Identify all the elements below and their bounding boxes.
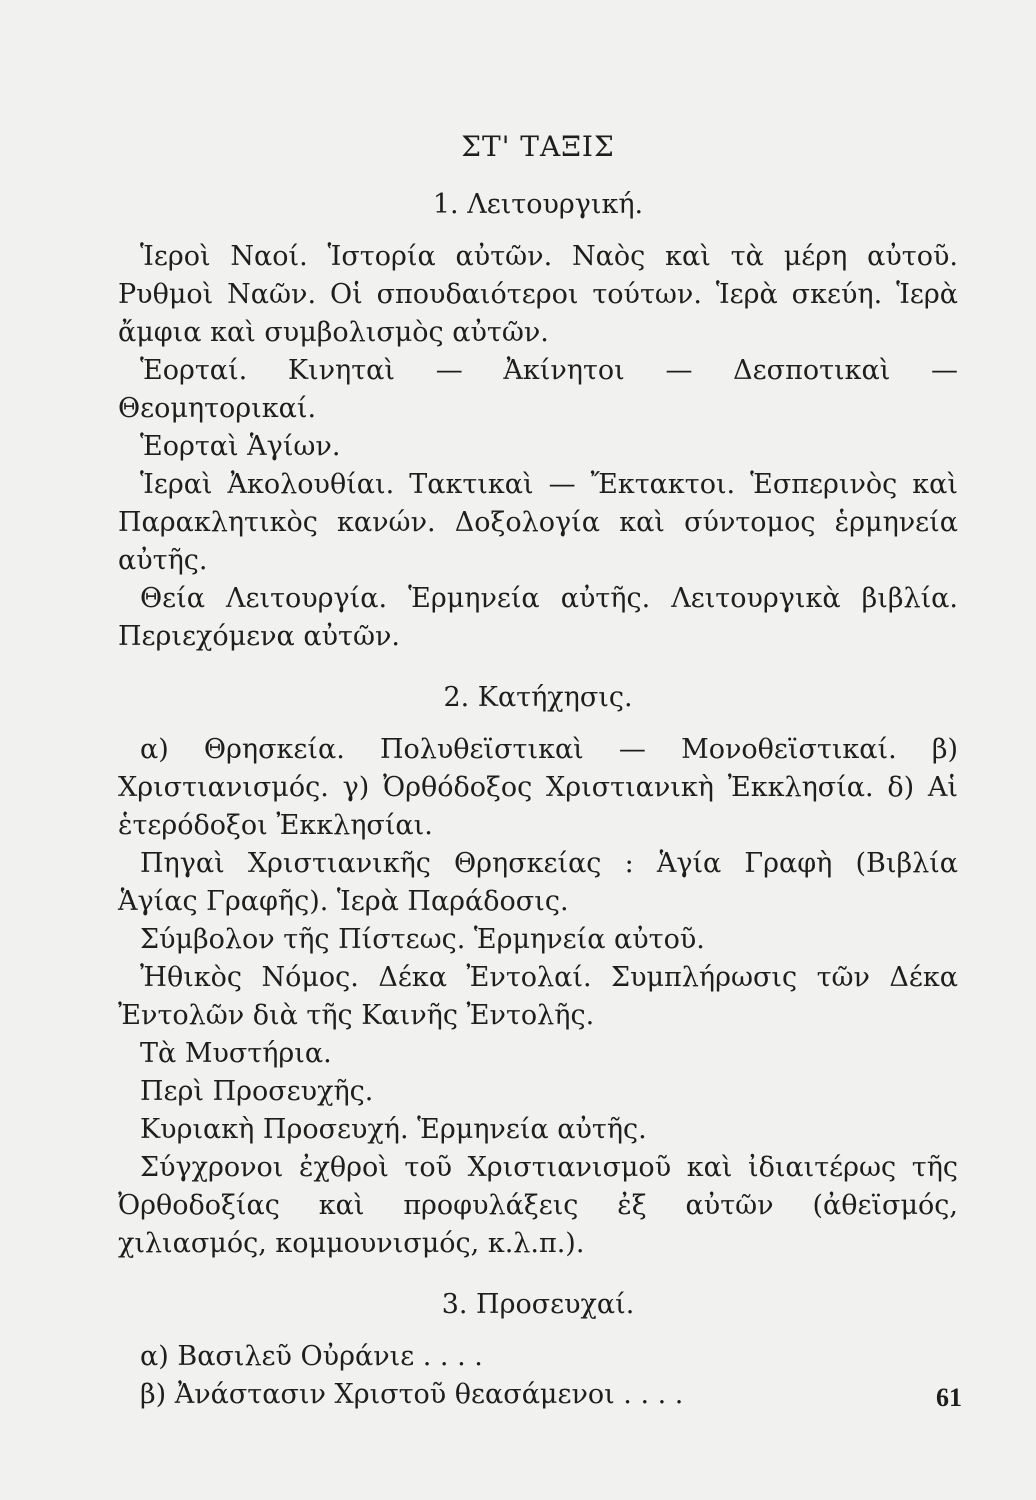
paragraph: Θεία Λειτουργία. Ἑρμηνεία αὐτῆς. Λειτουργικὰ βιβλία. Περιεχόμενα αὐτῶν. — [118, 583, 958, 652]
paragraph: Ἱεραὶ Ἀκολουθίαι. Τακτικαὶ — Ἔκτακτοι. Ἑσπερινὸς καὶ Παρακλητικὸς κανών. Δοξολογία καὶ σύντομος ἑρμηνεία αὐτῆς. — [118, 469, 958, 576]
paragraph: Σύγχρονοι ἐχθροὶ τοῦ Χριστιανισμοῦ καὶ ἰδιαιτέρως τῆς Ὀρθοδοξίας καὶ προφυλάξεις ἐξ αὐτῶν (ἀθεϊσμός, χιλιασμός, κομμουνισμός, κ.λ.π.). — [118, 1152, 958, 1259]
paragraph: Πηγαὶ Χριστιανικῆς Θρησκείας : Ἁγία Γραφὴ (Βιβλία Ἁγίας Γραφῆς). Ἱερὰ Παράδοσις. — [118, 848, 958, 917]
paragraph: Περὶ Προσευχῆς. — [140, 1076, 374, 1107]
page-number: 61 — [936, 1383, 962, 1412]
section-leitourgiki — [118, 189, 958, 656]
paragraph: α) Θρησκεία. Πολυθεϊστικαὶ — Μονοθεϊστικαί. β) Χριστιανισμός. γ) Ὀρθόδοξος Χριστιανικὴ Ἐκκλησία. δ) Αἱ ἑτερόδοξοι Ἐκκλησίαι. — [118, 734, 958, 841]
paragraph: Ἑορταί. Κινηταὶ — Ἀκίνητοι — Δεσποτικαὶ — Θεομητορικαί. — [118, 355, 958, 424]
paragraph: Ἱεροὶ Ναοί. Ἱστορία αὐτῶν. Ναὸς καὶ τὰ μέρη αὐτοῦ. Ρυθμοὶ Ναῶν. Οἱ σπουδαιότεροι τούτων. Ἱερὰ σκεύη. Ἱερὰ ἄμφια καὶ συμβολισμὸς αὐτῶν. — [118, 241, 958, 348]
page-title: ΣΤ' ΤΑΞΙΣ — [461, 130, 615, 163]
section-heading: 3. Προσευχαί. — [441, 1289, 635, 1320]
section-heading: 2. Κατήχησις. — [443, 682, 633, 713]
section-katichisis — [118, 682, 958, 1263]
paragraph: Σύμβολον τῆς Πίστεως. Ἑρμηνεία αὐτοῦ. — [140, 924, 705, 955]
paragraph: Ἠθικὸς Νόμος. Δέκα Ἐντολαί. Συμπλήρωσις τῶν Δέκα Ἐντολῶν διὰ τῆς Καινῆς Ἐντολῆς. — [118, 962, 958, 1031]
page-body — [118, 118, 958, 1414]
paragraph: α) Βασιλεῦ Οὐράνιε . . . . — [140, 1341, 483, 1372]
paragraph: Ἑορταὶ Ἁγίων. — [140, 431, 341, 462]
paragraph: Τὰ Μυστήρια. — [140, 1038, 332, 1069]
paragraph: Κυριακὴ Προσευχή. Ἑρμηνεία αὐτῆς. — [140, 1114, 647, 1145]
paragraph: β) Ἀνάστασιν Χριστοῦ θεασάμενοι . . . . — [140, 1379, 684, 1410]
section-heading: 1. Λειτουργική. — [432, 189, 644, 220]
section-prosefchai — [118, 1289, 958, 1414]
